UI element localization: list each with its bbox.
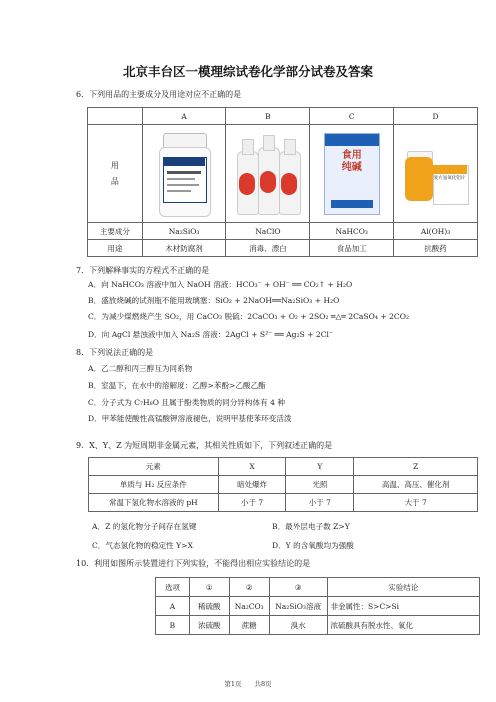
q6-use-a: 木材防腐剂 xyxy=(142,240,226,257)
q9-header-y: Y xyxy=(286,458,354,476)
q8-option-b: B．室温下，在水中的溶解度：乙醇>苯酚>乙酸乙酯 xyxy=(88,381,266,390)
q6-pic-c-cell xyxy=(310,125,394,223)
q10-stem: 10．利用如图所示装置进行下列实验，不能得出相应实验结论的是 xyxy=(76,559,311,568)
q9-option-a: A．Z 的氢化物分子间存在氢键 xyxy=(92,522,197,531)
q6-header-d: D xyxy=(394,108,478,125)
q7-option-d: D．向 AgCl 悬浊液中加入 Na₂S 溶液：2AgCl + S²⁻ ══ Ag₂S + 2Cl⁻ xyxy=(88,330,333,339)
antacid-medicine-label: 复方氢氧化铝片 xyxy=(433,175,466,181)
q6-component-d: Al(OH)₃ xyxy=(394,223,478,240)
baking-soda-bag-image xyxy=(324,133,380,215)
q8-option-c: C．分子式为 C₇H₈O 且属于酚类物质的同分异构体有 4 种 xyxy=(88,398,285,407)
q10-row-b-conclusion: 浓硫酸具有脱水性、氧化 xyxy=(327,616,479,635)
q9-row2-z: 大于 7 xyxy=(354,494,478,512)
q9-header-z: Z xyxy=(354,458,478,476)
q8-option-d: D．甲苯能使酸性高锰酸钾溶液褪色，说明甲基使苯环变活泼 xyxy=(88,414,292,423)
page-footer: 第1页 共8页 xyxy=(224,680,272,688)
q10-header-2: ② xyxy=(229,578,269,597)
q9-row2-label: 常温下氢化物水溶液的 pH xyxy=(89,494,219,512)
q6-use-b: 消毒、漂白 xyxy=(226,240,310,257)
q9-option-b: B．最外层电子数 Z>Y xyxy=(272,522,350,531)
q7-option-a: A．向 NaHCO₃ 溶液中加入 NaOH 溶液：HCO₃⁻ + OH⁻ ══ CO₂↑ + H₂O xyxy=(88,280,353,289)
q9-table xyxy=(88,457,478,512)
q10-row-a-3: Na₂SiO₃溶液 xyxy=(269,597,327,616)
baking-soda-bag-label: 食用纯碱 xyxy=(341,149,362,173)
q9-option-d: D．Y 的含氧酸均为强酸 xyxy=(272,541,354,550)
q6-use-d: 抗酸药 xyxy=(394,240,478,257)
q6-header-a: A xyxy=(142,108,226,125)
q10-row-a-conclusion: 非金属性：S>C>Si xyxy=(327,597,479,616)
q6-stem: 6．下列用品的主要成分及用途对应不正确的是 xyxy=(76,90,242,99)
q10-row-b-option: B xyxy=(156,616,190,635)
q10-row-b-1: 浓硫酸 xyxy=(189,616,229,635)
q6-pic-b-cell xyxy=(226,125,310,223)
q6-pic-d-cell xyxy=(394,125,478,223)
q9-row2-y: 小于 7 xyxy=(286,494,354,512)
q6-component-c: NaHCO₃ xyxy=(310,223,394,240)
q10-row-b-3: 溴水 xyxy=(269,616,327,635)
q6-component-b: NaClO xyxy=(226,223,310,240)
q9-row1-y: 光照 xyxy=(286,476,354,494)
q6-row-label-img-text: 用品 xyxy=(110,160,119,186)
q10-header-1: ① xyxy=(189,578,229,597)
q6-corner xyxy=(88,108,143,125)
q10-table xyxy=(155,577,480,635)
q10-row-a-option: A xyxy=(156,597,190,616)
q7-option-b: B．盛放烧碱的试剂瓶不能用玻璃塞：SiO₂ + 2NaOH══Na₂SiO₃ + H₂O xyxy=(88,296,340,305)
q7-stem: 7．下列解释事实的方程式不正确的是 xyxy=(76,266,210,275)
page-title: 北京丰台区一模理综试卷化学部分试卷及答案 xyxy=(122,64,373,79)
q10-row-b-2: 蔗糖 xyxy=(229,616,269,635)
q10-header-conclusion: 实验结论 xyxy=(327,578,479,597)
q6-table xyxy=(87,107,478,257)
q9-option-c: C．气态氢化物的稳定性 Y>X xyxy=(92,541,193,550)
bleach-bottles-image xyxy=(235,133,301,215)
q6-use-c: 食品加工 xyxy=(310,240,394,257)
q9-header-element: 元素 xyxy=(89,458,219,476)
q10-header-option: 选项 xyxy=(156,578,190,597)
q10-row-a-1: 稀硫酸 xyxy=(189,597,229,616)
q6-pic-a-cell xyxy=(142,125,226,223)
q6-header-b: B xyxy=(226,108,310,125)
q10-header-3: ③ xyxy=(269,578,327,597)
q8-option-a: A．乙二醇和丙三醇互为同系物 xyxy=(88,364,193,373)
q6-row-label-component: 主要成分 xyxy=(88,223,143,240)
q9-row1-z: 高温、高压、催化剂 xyxy=(354,476,478,494)
q9-stem: 9．X、Y、Z 为短周期非金属元素，其相关性质如下，下列叙述正确的是 xyxy=(76,441,333,450)
reagent-bottle-image xyxy=(155,133,213,215)
q6-row-label-img xyxy=(88,125,143,223)
q9-row1-label: 单质与 H₂ 反应条件 xyxy=(89,476,219,494)
q9-row1-x: 暗处爆炸 xyxy=(218,476,286,494)
antacid-medicine-image xyxy=(403,139,469,209)
q9-row2-x: 小于 7 xyxy=(218,494,286,512)
q8-stem: 8．下列说法正确的是 xyxy=(76,348,154,357)
q6-component-a: Na₂SiO₃ xyxy=(142,223,226,240)
q10-row-a-2: Na₂CO₃ xyxy=(229,597,269,616)
q6-header-c: C xyxy=(310,108,394,125)
q6-row-label-use: 用途 xyxy=(88,240,143,257)
q9-header-x: X xyxy=(218,458,286,476)
q7-option-c: C．为减少煤燃烧产生 SO₂，用 CaCO₃ 脱硫：2CaCO₃ + O₂ + 2SO₂ ═△═ 2CaSO₄ + 2CO₂ xyxy=(88,312,410,321)
